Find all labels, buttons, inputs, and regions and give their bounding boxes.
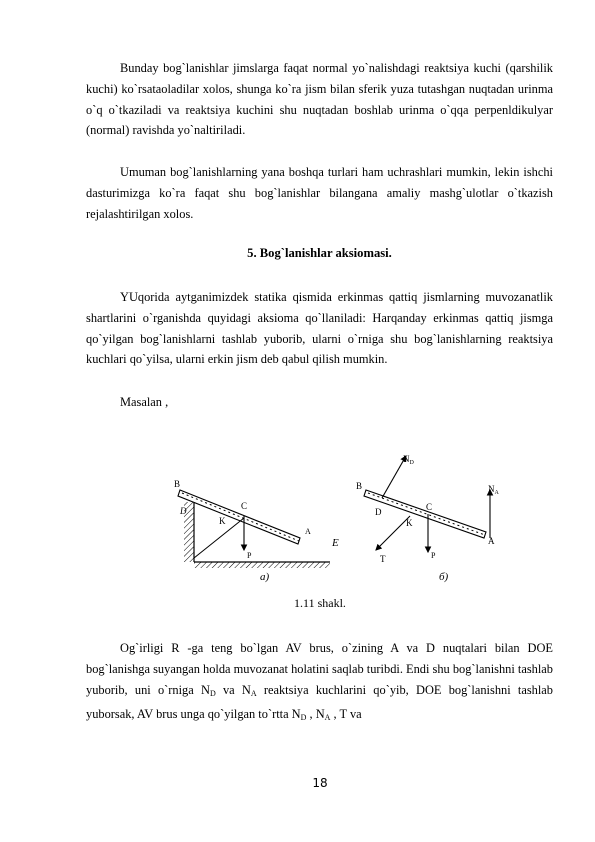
caption-a: a) — [260, 571, 270, 583]
paragraph-reaction-normal: Bunday bog`lanishlar jimslarga faqat normal yo`nalishdagi reaktsiya kuchi (qarshilik kuchi) ko`rsataoladilar xolos, shunga ko`ra jism bilan sferik yuza tutashgan nuqtadan urinma o`q o`tkaziladi va reaktsiya kuchini shu nuqtadan boshlab urinma o`qqa perpenldikulyar (normal) ravishda yo`naltiriladi. — [86, 61, 553, 138]
figure-left — [174, 479, 339, 583]
p4-line3b: va N — [215, 682, 251, 697]
p4-line2: bog`lanishga suyangan holda muvozanat holatini saqlab turibdi. Endi shu — [86, 661, 450, 676]
label-p-right: P — [431, 551, 436, 560]
label-na: $N_A$ — [488, 484, 499, 496]
label-c-left: C — [241, 501, 248, 511]
p4-line3c: reaktsiya kuchlarini qo`yib, — [256, 682, 409, 697]
label-b-right: B — [356, 481, 363, 491]
p4-line3-sub2: A — [250, 688, 257, 698]
label-d-left: D — [180, 506, 187, 516]
p4-line4a: DOE bog`lanishni tashlab yuborsak, AV brus unga qo`yilgan to`rtta N — [86, 682, 553, 722]
label-c-right: C — [426, 502, 433, 512]
p4-line4-sub2: A — [324, 713, 331, 723]
example-label: Masalan , — [120, 395, 169, 409]
label-a-right: A — [488, 536, 495, 546]
label-b-left: B — [174, 479, 181, 489]
label-k-right: K — [406, 518, 413, 528]
paragraph-beam — [86, 638, 553, 729]
label-p-left: P — [247, 551, 252, 560]
label-e-left: E — [332, 537, 339, 549]
p4-line4b: , N — [306, 707, 325, 722]
paragraph-axiom: YUqorida aytganimizdek statika qismida erkinmas qattiq jismlarning muvozanatlik shartlarini o`rganishda quyidagi aksioma qo`llaniladi: Harqanday erkinmas qattiq jismga qo`yilgan bog`lanishlarni tashlab yuborib, ularni o`rniga shu bog`lanishlarning reaktsiya kuchlari qo`yilsa, ularni erkin jism deb qabul qilish mumkin. — [86, 290, 553, 367]
label-d-right: D — [375, 507, 382, 517]
label-t: T — [380, 554, 386, 564]
floor-hatch — [194, 562, 330, 568]
page-number: 18 — [312, 776, 328, 790]
section-title: 5. Bog`lanishlar aksiomasi. — [247, 246, 392, 260]
p4-line4-sub1: D — [300, 713, 307, 723]
figure-right — [356, 454, 500, 583]
label-a-left: A — [305, 527, 311, 536]
figure-1-11 — [170, 440, 510, 590]
label-nd: $N_D$ — [403, 454, 414, 466]
caption-b: б) — [439, 571, 449, 583]
label-k-left: K — [219, 516, 226, 526]
p4-line3-sub1: D — [209, 688, 216, 698]
p4-line3a: bog`lanishni tashlab yuborib, uni o`rniga N — [86, 661, 553, 697]
figure-caption: 1.11 shakl. — [294, 596, 346, 610]
beam-ab — [178, 490, 300, 544]
tension-t-arrow — [376, 516, 410, 550]
p4-line4c: , T va — [330, 707, 362, 722]
paragraph-other-constraints: Umuman bog`lanishlarning yana boshqa turlari ham uchrashlari mumkin, lekin ishchi dasturimizga ko`ra faqat shu bog`lanishlar bilangana amaliy mashg`ulotlar o`tkazish rejalashtirilgan xolos. — [86, 165, 553, 221]
p4-line1: Og`irligi R -ga teng bo`lgan AV brus, o`zining A va D nuqtalari bilan DOE — [120, 641, 553, 655]
